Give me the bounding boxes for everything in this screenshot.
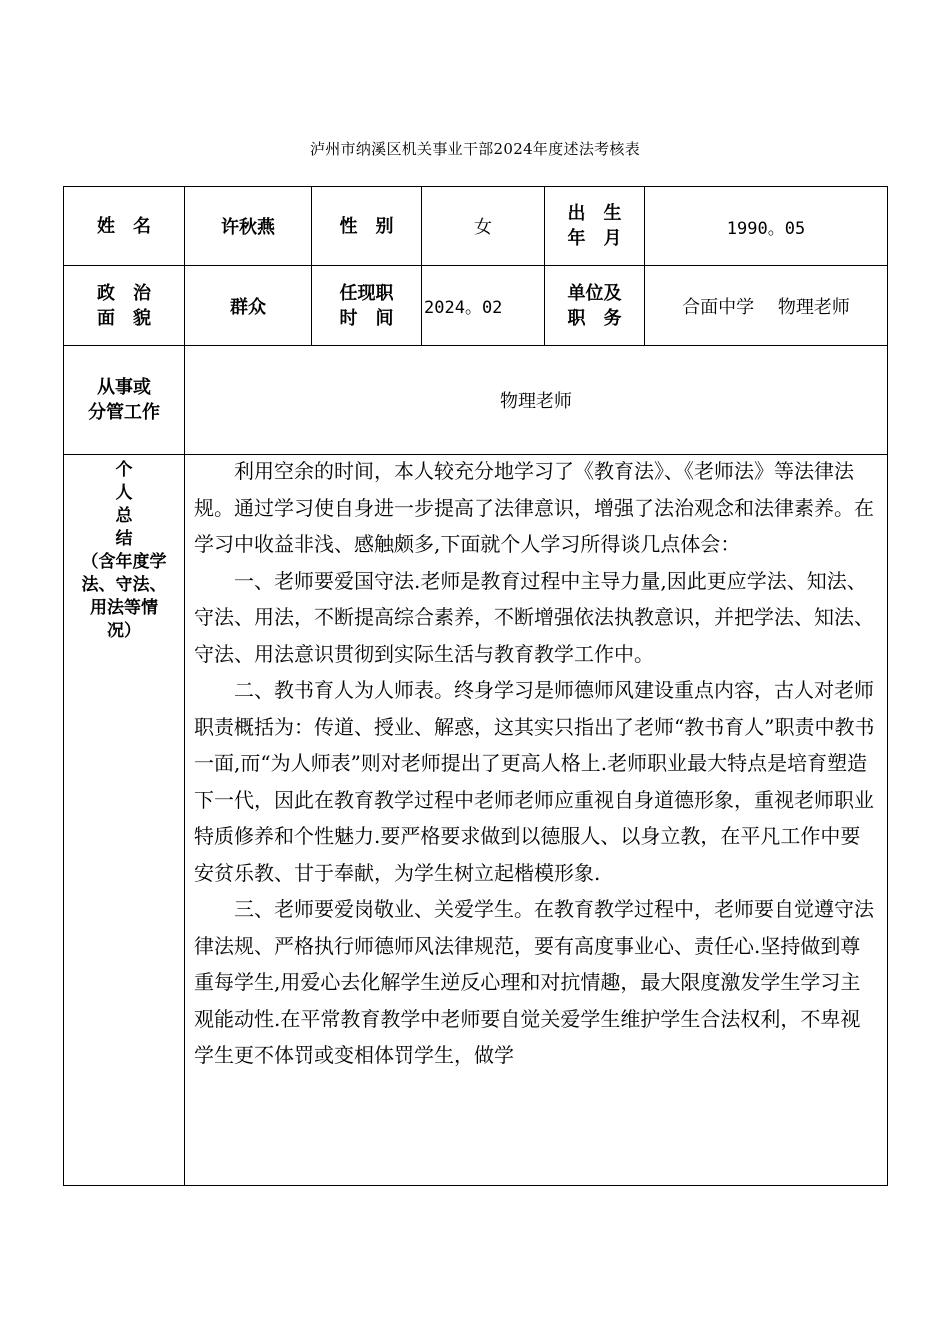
row-summary: [64, 455, 888, 1186]
birth-label: 出 生 年 月: [545, 187, 645, 266]
row-position-info: [64, 266, 888, 346]
work-label: 从事或 分管工作: [64, 346, 185, 455]
summary-content: [185, 455, 888, 1186]
name-value: 许秋燕: [185, 187, 312, 266]
assessment-form-table: [63, 186, 888, 1186]
tenure-label: 任现职 时 间: [312, 266, 422, 346]
unit-position-label: 单位及 职 务: [545, 266, 645, 346]
form-title: 泸州市纳溪区机关事业干部2024年度述法考核表: [309, 140, 641, 158]
summary-paragraph: 利用空余的时间，本人较充分地学习了《教育法》、《老师法》等法律法规。通过学习使自身进一步提高了法律意识，增强了法治观念和法律素养。在学习中收益非浅、感触颇多,下面就个人学习所得谈几点体会：: [194, 459, 874, 556]
summary-paragraph: 一、老师要爱国守法.老师是教育过程中主导力量,因此更应学法、知法、守法、用法，不断提高综合素养，不断增强依法执教意识，并把学法、知法、守法、用法意识贯彻到实际生活与教育教学工作中。: [194, 568, 874, 666]
row-basic-info: [64, 187, 888, 266]
tenure-value: 2024。02: [422, 266, 545, 346]
work-value: 物理老师: [185, 346, 888, 455]
summary-label: 个 人 总 结 （含年度学 法、守法、 用法等情 况）: [64, 455, 185, 1186]
summary-paragraph: 二、教书育人为人师表。终身学习是师德师风建设重点内容，古人对老师职责概括为：传道、授业、解惑，这其实只指出了老师“教书育人”职责中教书一面,而“为人师表”则对老师提出了更高人格上.老师职业最大特点是培育塑造下一代，因此在教育教学过程中老师老师应重视自身道德形象，重视老师职业特质修养和个性魅力.要严格要求做到以德服人、以身立教，在平凡工作中要安贫乐教、甘于奉献，为学生树立起楷模形象.: [194, 678, 875, 885]
row-work: [64, 346, 888, 455]
political-status-label: 政 治 面 貌: [64, 266, 185, 346]
birth-value: 1990。05: [645, 187, 888, 266]
name-label: 姓 名: [64, 187, 185, 266]
unit-position-value: 合面中学 物理老师: [645, 266, 888, 346]
political-status-value: 群众: [185, 266, 312, 346]
gender-label: 性 别: [312, 187, 422, 266]
gender-value: 女: [422, 187, 545, 266]
summary-paragraph: 三、老师要爱岗敬业、关爱学生。在教育教学过程中，老师要自觉遵守法律法规、严格执行师德师风法律规范，要有高度事业心、责任心.坚持做到尊重每学生,用爱心去化解学生逆反心理和对抗情趣，最大限度激发学生学习主观能动性.在平常教育教学中老师要自觉关爱学生维护学生合法权利，不卑视学生更不体罚或变相体罚学生，做学: [194, 897, 874, 1067]
